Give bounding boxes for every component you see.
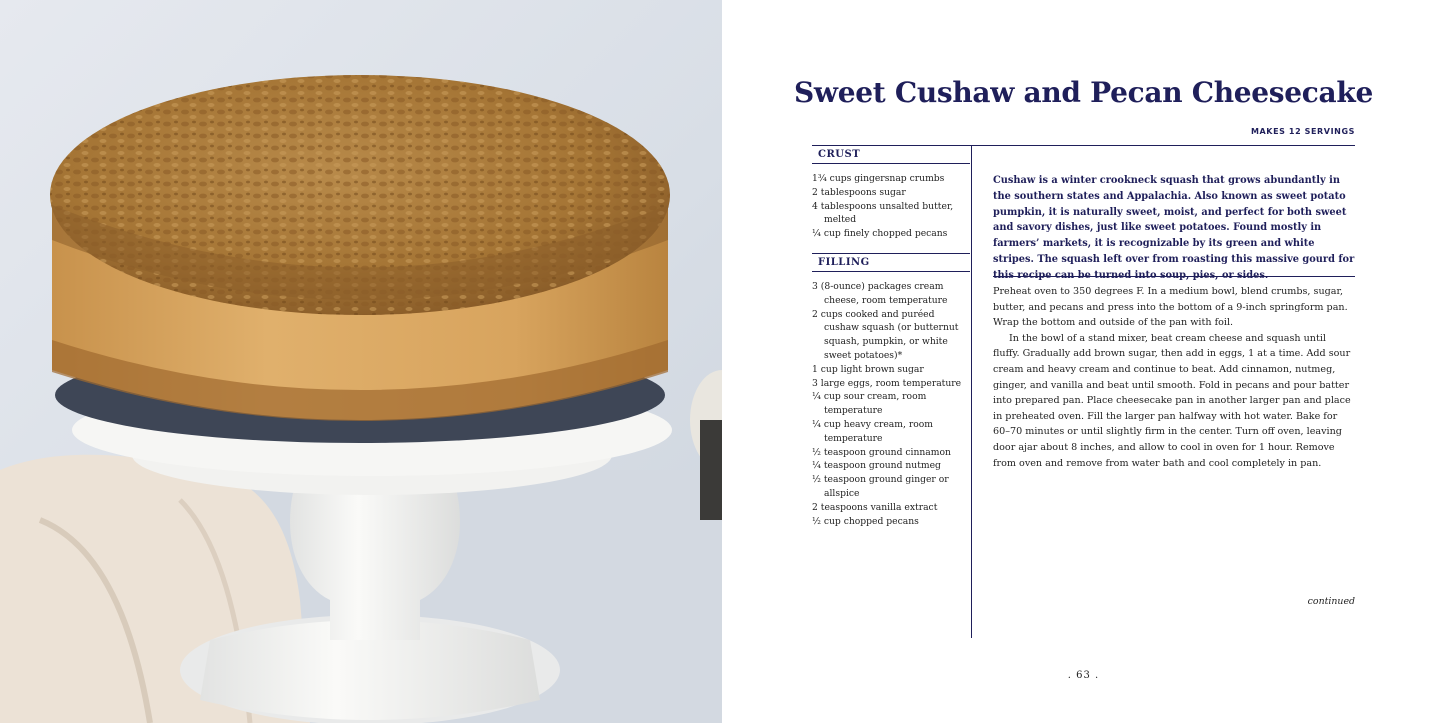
ingredient-item: 1¾ cups gingersnap crumbs [812,173,945,184]
ingredient-item: ½ teaspoon ground cinnamon [812,446,951,458]
crust-heading: CRUST [812,146,970,164]
intro-rule [993,276,1355,277]
ingredient-item: 2 teaspoons vanilla extract [812,501,938,513]
ingredient-item: ¼ cup sour cream, room temperature [812,391,927,417]
ingredient-item: 1 cup light brown sugar [812,363,924,375]
filling-list [812,272,970,528]
servings-label: MAKES 12 SERVINGS [1250,127,1355,136]
ingredient-item: 4 tablespoons unsalted butter, melted [812,200,954,226]
ingredient-item: ½ teaspoon ground ginger or allspice [812,474,949,499]
ingredient-item: ¼ teaspoon ground nutmeg [812,460,941,472]
cheesecake-illustration [0,0,722,723]
continued-label: continued [1307,596,1355,607]
ingredient-item: ¼ cup finely chopped pecans [812,228,948,240]
ingredient-item: 2 cups cooked and puréed cushaw squash (or butternut squash, pumpkin, or white sweet potatoes)* [812,308,959,361]
method-paragraph: In the bowl of a stand mixer, beat cream cheese and squash until fluffy. Gradually add brown sugar, then add in eggs, 1 at a time. Add sour cream and heavy cream and continue to beat. Add cinnamon, nutmeg, ginger, and vanilla and beat until smooth. Fold in pecans and pour batter into prepared pan. Place cheesecake pan in another larger pan and place in preheated oven. Fill the larger pan halfway with hot water. Bake for 60–70 minutes or until slightly firm in the center. Turn off oven, leaving door ajar about 8 inches, and allow to cool in oven for 1 hour. Remove from oven and remove from water bath and cool completely in pan. [993,332,1351,469]
method-paragraph: Preheat oven to 350 degrees F. In a medium bowl, blend crumbs, sugar, butter, and pecans and press into the bottom of a 9-inch springform pan. Wrap the bottom and outside of the pan with foil. [993,286,1348,329]
column-divider [971,146,972,638]
ingredient-item: ½ cup chopped pecans [812,515,919,527]
crust-list [812,164,970,241]
ingredient-item: 3 large eggs, room temperature [812,377,962,389]
ingredients-column [812,146,970,528]
cheesecake-photo [0,0,722,723]
ingredient-item: 3 (8-ounce) packages cream cheese, room temperature [812,280,948,306]
method-text [993,284,1355,471]
recipe-intro: Cushaw is a winter crookneck squash that grows abundantly in the southern states and Appalachia. Also known as sweet potato pumpkin, it is naturally sweet, moist, and perfect for both sweet and savory dishes, just like sweet potatoes. Found mostly in farmers’ markets, it is recognizable by its green and white stripes. The squash left over from roasting this massive gourd for [993,175,1355,265]
filling-heading: FILLING [812,253,970,272]
recipe-title: Sweet Cushaw and Pecan Cheesecake [794,76,1373,109]
recipe-page [722,0,1445,723]
page-number: . 63 . [1067,670,1100,681]
ingredient-item: ¼ cup heavy cream, room temperature [812,418,933,444]
ingredient-item: 2 tablespoons sugar [812,186,906,198]
